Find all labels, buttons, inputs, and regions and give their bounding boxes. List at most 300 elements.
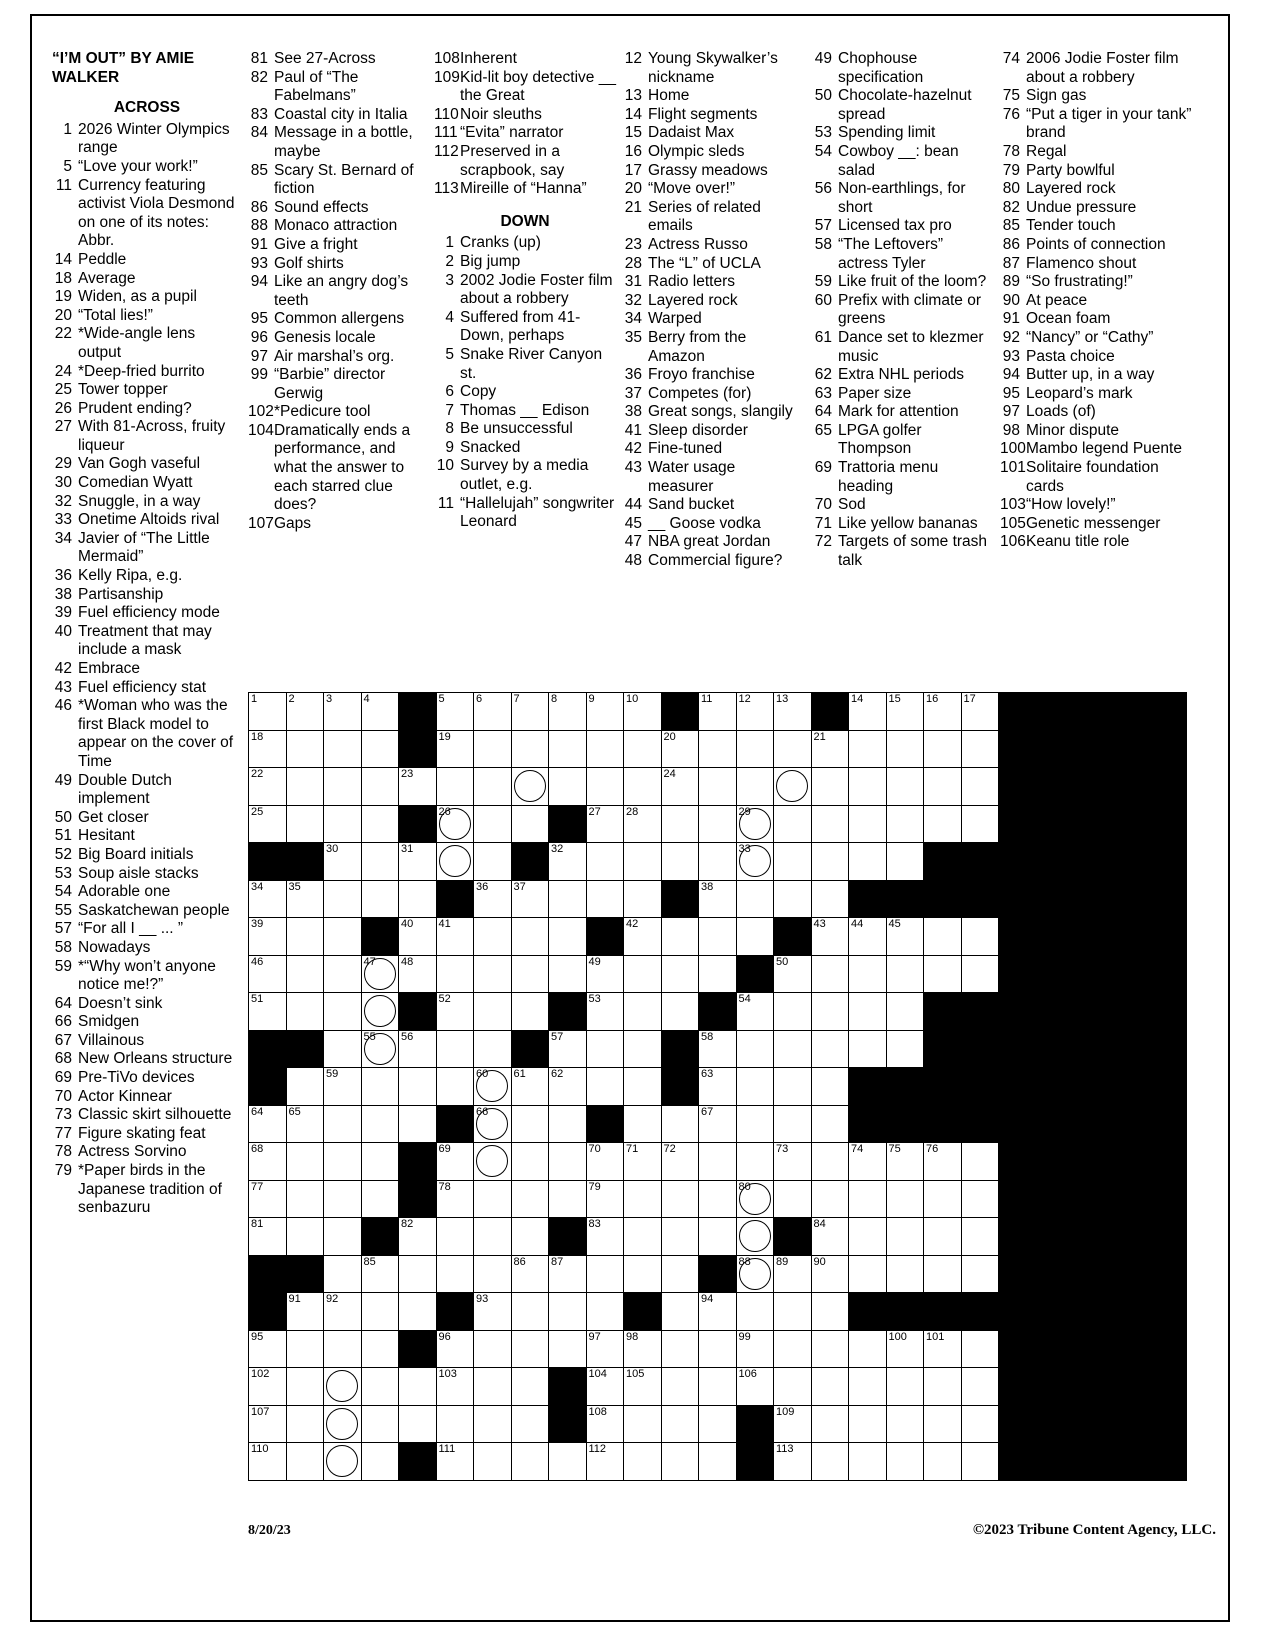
grid-cell[interactable] bbox=[511, 1180, 549, 1218]
grid-cell[interactable] bbox=[699, 955, 737, 993]
grid-cell[interactable] bbox=[549, 1105, 587, 1143]
grid-cell[interactable] bbox=[774, 1293, 812, 1331]
grid-cell[interactable] bbox=[624, 1405, 662, 1443]
grid-cell[interactable] bbox=[286, 1293, 324, 1331]
grid-cell[interactable] bbox=[511, 880, 549, 918]
grid-cell[interactable] bbox=[361, 1105, 399, 1143]
grid-cell[interactable] bbox=[811, 1293, 849, 1331]
grid-cell[interactable] bbox=[849, 1255, 887, 1293]
grid-cell[interactable] bbox=[474, 1330, 512, 1368]
grid-cell[interactable] bbox=[699, 693, 737, 731]
grid-cell[interactable] bbox=[774, 693, 812, 731]
grid-cell[interactable] bbox=[924, 1255, 962, 1293]
grid-cell[interactable] bbox=[774, 1255, 812, 1293]
grid-cell[interactable] bbox=[624, 1030, 662, 1068]
grid-cell[interactable] bbox=[849, 1143, 887, 1181]
grid-cell[interactable] bbox=[324, 1105, 362, 1143]
grid-cell[interactable] bbox=[474, 880, 512, 918]
grid-cell[interactable] bbox=[361, 1143, 399, 1181]
grid-cell[interactable] bbox=[699, 1405, 737, 1443]
grid-cell[interactable] bbox=[736, 1368, 774, 1406]
grid-cell[interactable] bbox=[511, 1218, 549, 1256]
grid-cell[interactable] bbox=[511, 1068, 549, 1106]
grid-cell[interactable] bbox=[549, 880, 587, 918]
grid-cell[interactable] bbox=[661, 1105, 699, 1143]
grid-cell[interactable] bbox=[624, 880, 662, 918]
grid-cell[interactable] bbox=[474, 1443, 512, 1481]
grid-cell[interactable] bbox=[886, 955, 924, 993]
grid-cell[interactable] bbox=[736, 1218, 774, 1256]
grid-table[interactable] bbox=[248, 692, 1187, 1481]
grid-cell[interactable] bbox=[811, 1030, 849, 1068]
grid-cell[interactable] bbox=[961, 1368, 999, 1406]
grid-cell[interactable] bbox=[436, 1218, 474, 1256]
grid-cell[interactable] bbox=[399, 1368, 437, 1406]
grid-cell[interactable] bbox=[586, 693, 624, 731]
grid-cell[interactable] bbox=[249, 1405, 287, 1443]
grid-cell[interactable] bbox=[736, 1293, 774, 1331]
grid-cell[interactable] bbox=[474, 730, 512, 768]
grid-cell[interactable] bbox=[661, 1255, 699, 1293]
grid-cell[interactable] bbox=[661, 1443, 699, 1481]
grid-cell[interactable] bbox=[361, 1293, 399, 1331]
grid-cell[interactable] bbox=[586, 1218, 624, 1256]
grid-cell[interactable] bbox=[811, 1330, 849, 1368]
grid-cell[interactable] bbox=[324, 730, 362, 768]
grid-cell[interactable] bbox=[436, 1068, 474, 1106]
grid-cell[interactable] bbox=[511, 1330, 549, 1368]
grid-cell[interactable] bbox=[361, 1068, 399, 1106]
grid-cell[interactable] bbox=[549, 1255, 587, 1293]
grid-cell[interactable] bbox=[886, 843, 924, 881]
grid-cell[interactable] bbox=[924, 918, 962, 956]
grid-cell[interactable] bbox=[249, 768, 287, 806]
grid-cell[interactable] bbox=[736, 693, 774, 731]
grid-cell[interactable] bbox=[586, 1293, 624, 1331]
grid-cell[interactable] bbox=[436, 768, 474, 806]
grid-cell[interactable] bbox=[886, 693, 924, 731]
grid-cell[interactable] bbox=[286, 730, 324, 768]
grid-cell[interactable] bbox=[324, 880, 362, 918]
grid-cell[interactable] bbox=[699, 805, 737, 843]
grid-cell[interactable] bbox=[699, 1443, 737, 1481]
grid-cell[interactable] bbox=[474, 1068, 512, 1106]
grid-cell[interactable] bbox=[549, 918, 587, 956]
grid-cell[interactable] bbox=[586, 1180, 624, 1218]
grid-cell[interactable] bbox=[624, 805, 662, 843]
grid-cell[interactable] bbox=[436, 805, 474, 843]
grid-cell[interactable] bbox=[286, 1368, 324, 1406]
grid-cell[interactable] bbox=[961, 1180, 999, 1218]
grid-cell[interactable] bbox=[849, 1030, 887, 1068]
grid-cell[interactable] bbox=[586, 1443, 624, 1481]
grid-cell[interactable] bbox=[924, 1143, 962, 1181]
grid-cell[interactable] bbox=[286, 1218, 324, 1256]
grid-cell[interactable] bbox=[961, 768, 999, 806]
grid-cell[interactable] bbox=[511, 768, 549, 806]
grid-cell[interactable] bbox=[286, 1330, 324, 1368]
grid-cell[interactable] bbox=[361, 1405, 399, 1443]
grid-cell[interactable] bbox=[886, 1330, 924, 1368]
grid-cell[interactable] bbox=[286, 1443, 324, 1481]
grid-cell[interactable] bbox=[324, 1330, 362, 1368]
grid-cell[interactable] bbox=[586, 805, 624, 843]
grid-cell[interactable] bbox=[586, 1068, 624, 1106]
grid-cell[interactable] bbox=[286, 768, 324, 806]
grid-cell[interactable] bbox=[811, 880, 849, 918]
grid-cell[interactable] bbox=[774, 1143, 812, 1181]
grid-cell[interactable] bbox=[849, 918, 887, 956]
grid-cell[interactable] bbox=[249, 1330, 287, 1368]
grid-cell[interactable] bbox=[511, 993, 549, 1031]
grid-cell[interactable] bbox=[361, 1180, 399, 1218]
grid-cell[interactable] bbox=[774, 730, 812, 768]
grid-cell[interactable] bbox=[286, 1405, 324, 1443]
grid-cell[interactable] bbox=[849, 1218, 887, 1256]
grid-cell[interactable] bbox=[624, 1105, 662, 1143]
grid-cell[interactable] bbox=[549, 1443, 587, 1481]
grid-cell[interactable] bbox=[324, 805, 362, 843]
grid-cell[interactable] bbox=[249, 993, 287, 1031]
grid-cell[interactable] bbox=[736, 918, 774, 956]
grid-cell[interactable] bbox=[436, 1180, 474, 1218]
grid-cell[interactable] bbox=[699, 1368, 737, 1406]
grid-cell[interactable] bbox=[774, 1030, 812, 1068]
grid-cell[interactable] bbox=[324, 993, 362, 1031]
grid-cell[interactable] bbox=[474, 1030, 512, 1068]
grid-cell[interactable] bbox=[549, 768, 587, 806]
grid-cell[interactable] bbox=[886, 993, 924, 1031]
grid-cell[interactable] bbox=[811, 805, 849, 843]
grid-cell[interactable] bbox=[961, 693, 999, 731]
grid-cell[interactable] bbox=[324, 1255, 362, 1293]
grid-cell[interactable] bbox=[774, 1443, 812, 1481]
grid-cell[interactable] bbox=[361, 843, 399, 881]
grid-cell[interactable] bbox=[886, 1180, 924, 1218]
grid-cell[interactable] bbox=[624, 843, 662, 881]
grid-cell[interactable] bbox=[324, 918, 362, 956]
grid-cell[interactable] bbox=[961, 1218, 999, 1256]
grid-cell[interactable] bbox=[549, 730, 587, 768]
grid-cell[interactable] bbox=[586, 1143, 624, 1181]
grid-cell[interactable] bbox=[961, 1255, 999, 1293]
grid-cell[interactable] bbox=[924, 805, 962, 843]
grid-cell[interactable] bbox=[699, 1143, 737, 1181]
grid-cell[interactable] bbox=[624, 1143, 662, 1181]
grid-cell[interactable] bbox=[886, 1030, 924, 1068]
grid-cell[interactable] bbox=[849, 1180, 887, 1218]
grid-cell[interactable] bbox=[624, 1068, 662, 1106]
grid-cell[interactable] bbox=[624, 730, 662, 768]
grid-cell[interactable] bbox=[324, 1368, 362, 1406]
grid-cell[interactable] bbox=[436, 1255, 474, 1293]
grid-cell[interactable] bbox=[624, 1218, 662, 1256]
grid-cell[interactable] bbox=[549, 693, 587, 731]
grid-cell[interactable] bbox=[586, 993, 624, 1031]
grid-cell[interactable] bbox=[811, 1218, 849, 1256]
grid-cell[interactable] bbox=[474, 1368, 512, 1406]
grid-cell[interactable] bbox=[286, 993, 324, 1031]
grid-cell[interactable] bbox=[849, 693, 887, 731]
grid-cell[interactable] bbox=[736, 1105, 774, 1143]
grid-cell[interactable] bbox=[361, 955, 399, 993]
grid-cell[interactable] bbox=[361, 805, 399, 843]
grid-cell[interactable] bbox=[774, 880, 812, 918]
grid-cell[interactable] bbox=[811, 843, 849, 881]
grid-cell[interactable] bbox=[811, 1443, 849, 1481]
grid-cell[interactable] bbox=[474, 1180, 512, 1218]
grid-cell[interactable] bbox=[474, 1143, 512, 1181]
grid-cell[interactable] bbox=[736, 1030, 774, 1068]
grid-cell[interactable] bbox=[586, 880, 624, 918]
grid-cell[interactable] bbox=[511, 1105, 549, 1143]
grid-cell[interactable] bbox=[774, 1330, 812, 1368]
grid-cell[interactable] bbox=[249, 805, 287, 843]
grid-cell[interactable] bbox=[586, 768, 624, 806]
grid-cell[interactable] bbox=[736, 1143, 774, 1181]
grid-cell[interactable] bbox=[361, 1443, 399, 1481]
grid-cell[interactable] bbox=[886, 1443, 924, 1481]
grid-cell[interactable] bbox=[774, 768, 812, 806]
grid-cell[interactable] bbox=[436, 1330, 474, 1368]
grid-cell[interactable] bbox=[624, 993, 662, 1031]
grid-cell[interactable] bbox=[286, 1143, 324, 1181]
grid-cell[interactable] bbox=[324, 1218, 362, 1256]
grid-cell[interactable] bbox=[699, 730, 737, 768]
grid-cell[interactable] bbox=[399, 768, 437, 806]
grid-cell[interactable] bbox=[549, 1180, 587, 1218]
grid-cell[interactable] bbox=[849, 993, 887, 1031]
grid-cell[interactable] bbox=[661, 1218, 699, 1256]
grid-cell[interactable] bbox=[699, 880, 737, 918]
grid-cell[interactable] bbox=[811, 993, 849, 1031]
grid-cell[interactable] bbox=[811, 1180, 849, 1218]
grid-cell[interactable] bbox=[774, 1368, 812, 1406]
grid-cell[interactable] bbox=[961, 1443, 999, 1481]
grid-cell[interactable] bbox=[699, 1180, 737, 1218]
grid-cell[interactable] bbox=[286, 1180, 324, 1218]
grid-cell[interactable] bbox=[811, 955, 849, 993]
grid-cell[interactable] bbox=[661, 993, 699, 1031]
grid-cell[interactable] bbox=[774, 1105, 812, 1143]
grid-cell[interactable] bbox=[849, 1330, 887, 1368]
grid-cell[interactable] bbox=[699, 1293, 737, 1331]
grid-cell[interactable] bbox=[586, 1255, 624, 1293]
grid-cell[interactable] bbox=[286, 805, 324, 843]
grid-cell[interactable] bbox=[399, 1105, 437, 1143]
grid-cell[interactable] bbox=[736, 1180, 774, 1218]
grid-cell[interactable] bbox=[811, 918, 849, 956]
grid-cell[interactable] bbox=[811, 1405, 849, 1443]
grid-cell[interactable] bbox=[774, 805, 812, 843]
grid-cell[interactable] bbox=[511, 1255, 549, 1293]
grid-cell[interactable] bbox=[324, 1068, 362, 1106]
grid-cell[interactable] bbox=[324, 1030, 362, 1068]
grid-cell[interactable] bbox=[399, 1405, 437, 1443]
grid-cell[interactable] bbox=[811, 1068, 849, 1106]
grid-cell[interactable] bbox=[849, 955, 887, 993]
grid-cell[interactable] bbox=[324, 843, 362, 881]
grid-cell[interactable] bbox=[774, 1068, 812, 1106]
grid-cell[interactable] bbox=[886, 730, 924, 768]
grid-cell[interactable] bbox=[511, 1405, 549, 1443]
grid-cell[interactable] bbox=[924, 1443, 962, 1481]
grid-cell[interactable] bbox=[624, 1255, 662, 1293]
grid-cell[interactable] bbox=[924, 955, 962, 993]
grid-cell[interactable] bbox=[324, 768, 362, 806]
grid-cell[interactable] bbox=[624, 918, 662, 956]
grid-cell[interactable] bbox=[399, 955, 437, 993]
grid-cell[interactable] bbox=[699, 1218, 737, 1256]
grid-cell[interactable] bbox=[661, 1293, 699, 1331]
grid-cell[interactable] bbox=[661, 805, 699, 843]
grid-cell[interactable] bbox=[774, 1405, 812, 1443]
grid-cell[interactable] bbox=[624, 768, 662, 806]
grid-cell[interactable] bbox=[586, 730, 624, 768]
grid-cell[interactable] bbox=[661, 955, 699, 993]
grid-cell[interactable] bbox=[886, 1218, 924, 1256]
grid-cell[interactable] bbox=[361, 693, 399, 731]
grid-cell[interactable] bbox=[549, 1030, 587, 1068]
grid-cell[interactable] bbox=[586, 843, 624, 881]
grid-cell[interactable] bbox=[324, 693, 362, 731]
grid-cell[interactable] bbox=[399, 880, 437, 918]
grid-cell[interactable] bbox=[324, 1180, 362, 1218]
grid-cell[interactable] bbox=[399, 1255, 437, 1293]
grid-cell[interactable] bbox=[661, 1405, 699, 1443]
grid-cell[interactable] bbox=[661, 843, 699, 881]
grid-cell[interactable] bbox=[736, 730, 774, 768]
grid-cell[interactable] bbox=[849, 1443, 887, 1481]
grid-cell[interactable] bbox=[324, 1443, 362, 1481]
grid-cell[interactable] bbox=[249, 693, 287, 731]
grid-cell[interactable] bbox=[774, 993, 812, 1031]
grid-cell[interactable] bbox=[249, 880, 287, 918]
grid-cell[interactable] bbox=[436, 1030, 474, 1068]
grid-cell[interactable] bbox=[511, 693, 549, 731]
grid-cell[interactable] bbox=[436, 993, 474, 1031]
grid-cell[interactable] bbox=[924, 730, 962, 768]
grid-cell[interactable] bbox=[549, 843, 587, 881]
grid-cell[interactable] bbox=[661, 730, 699, 768]
grid-cell[interactable] bbox=[511, 1443, 549, 1481]
grid-cell[interactable] bbox=[511, 918, 549, 956]
grid-cell[interactable] bbox=[474, 918, 512, 956]
grid-cell[interactable] bbox=[286, 918, 324, 956]
grid-cell[interactable] bbox=[586, 1368, 624, 1406]
grid-cell[interactable] bbox=[436, 1443, 474, 1481]
grid-cell[interactable] bbox=[399, 843, 437, 881]
grid-cell[interactable] bbox=[249, 1218, 287, 1256]
grid-cell[interactable] bbox=[436, 918, 474, 956]
grid-cell[interactable] bbox=[924, 1368, 962, 1406]
grid-cell[interactable] bbox=[699, 1030, 737, 1068]
grid-cell[interactable] bbox=[511, 1368, 549, 1406]
grid-cell[interactable] bbox=[511, 1293, 549, 1331]
grid-cell[interactable] bbox=[436, 955, 474, 993]
grid-cell[interactable] bbox=[924, 1405, 962, 1443]
grid-cell[interactable] bbox=[249, 730, 287, 768]
grid-cell[interactable] bbox=[811, 730, 849, 768]
grid-cell[interactable] bbox=[586, 1330, 624, 1368]
grid-cell[interactable] bbox=[399, 1293, 437, 1331]
grid-cell[interactable] bbox=[474, 1293, 512, 1331]
grid-cell[interactable] bbox=[774, 1180, 812, 1218]
grid-cell[interactable] bbox=[474, 993, 512, 1031]
grid-cell[interactable] bbox=[474, 768, 512, 806]
grid-cell[interactable] bbox=[474, 1255, 512, 1293]
grid-cell[interactable] bbox=[699, 1105, 737, 1143]
grid-cell[interactable] bbox=[699, 1068, 737, 1106]
grid-cell[interactable] bbox=[699, 843, 737, 881]
grid-cell[interactable] bbox=[624, 693, 662, 731]
grid-cell[interactable] bbox=[624, 1180, 662, 1218]
grid-cell[interactable] bbox=[361, 880, 399, 918]
grid-cell[interactable] bbox=[474, 805, 512, 843]
grid-cell[interactable] bbox=[811, 768, 849, 806]
grid-cell[interactable] bbox=[436, 1143, 474, 1181]
grid-cell[interactable] bbox=[324, 1293, 362, 1331]
grid-cell[interactable] bbox=[474, 1218, 512, 1256]
grid-cell[interactable] bbox=[511, 955, 549, 993]
grid-cell[interactable] bbox=[286, 880, 324, 918]
grid-cell[interactable] bbox=[661, 1180, 699, 1218]
grid-cell[interactable] bbox=[924, 768, 962, 806]
grid-cell[interactable] bbox=[399, 1068, 437, 1106]
grid-cell[interactable] bbox=[849, 1368, 887, 1406]
grid-cell[interactable] bbox=[699, 918, 737, 956]
grid-cell[interactable] bbox=[549, 1330, 587, 1368]
grid-cell[interactable] bbox=[624, 1443, 662, 1481]
grid-cell[interactable] bbox=[249, 955, 287, 993]
grid-cell[interactable] bbox=[811, 1255, 849, 1293]
grid-cell[interactable] bbox=[736, 1068, 774, 1106]
grid-cell[interactable] bbox=[849, 1405, 887, 1443]
grid-cell[interactable] bbox=[774, 843, 812, 881]
grid-cell[interactable] bbox=[511, 805, 549, 843]
grid-cell[interactable] bbox=[361, 993, 399, 1031]
grid-cell[interactable] bbox=[286, 1068, 324, 1106]
grid-cell[interactable] bbox=[286, 955, 324, 993]
grid-cell[interactable] bbox=[661, 918, 699, 956]
grid-cell[interactable] bbox=[961, 955, 999, 993]
grid-cell[interactable] bbox=[436, 843, 474, 881]
grid-cell[interactable] bbox=[249, 1443, 287, 1481]
grid-cell[interactable] bbox=[924, 1180, 962, 1218]
grid-cell[interactable] bbox=[624, 1330, 662, 1368]
grid-cell[interactable] bbox=[736, 1330, 774, 1368]
grid-cell[interactable] bbox=[361, 1255, 399, 1293]
grid-cell[interactable] bbox=[886, 1368, 924, 1406]
grid-cell[interactable] bbox=[324, 1143, 362, 1181]
grid-cell[interactable] bbox=[249, 918, 287, 956]
grid-cell[interactable] bbox=[511, 730, 549, 768]
grid-cell[interactable] bbox=[736, 805, 774, 843]
grid-cell[interactable] bbox=[624, 955, 662, 993]
grid-cell[interactable] bbox=[511, 1143, 549, 1181]
grid-cell[interactable] bbox=[474, 1405, 512, 1443]
grid-cell[interactable] bbox=[736, 768, 774, 806]
grid-cell[interactable] bbox=[849, 805, 887, 843]
grid-cell[interactable] bbox=[399, 918, 437, 956]
grid-cell[interactable] bbox=[961, 1143, 999, 1181]
grid-cell[interactable] bbox=[924, 693, 962, 731]
grid-cell[interactable] bbox=[286, 1105, 324, 1143]
grid-cell[interactable] bbox=[886, 805, 924, 843]
grid-cell[interactable] bbox=[549, 1068, 587, 1106]
grid-cell[interactable] bbox=[586, 1030, 624, 1068]
grid-cell[interactable] bbox=[961, 1405, 999, 1443]
